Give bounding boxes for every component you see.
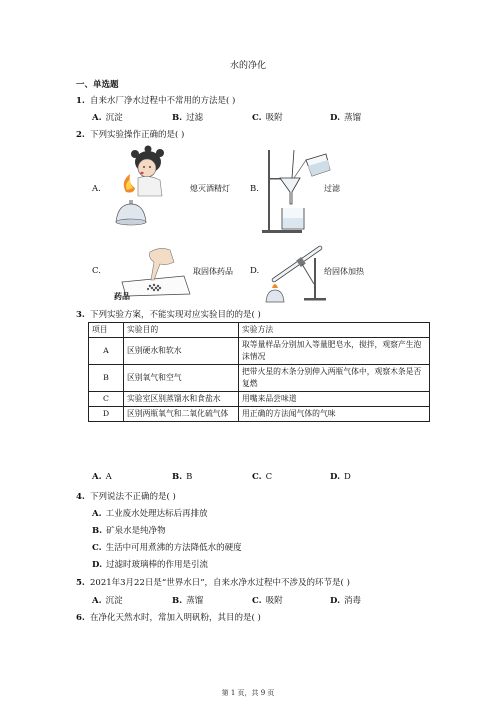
question-number: 2. bbox=[76, 130, 85, 140]
heating-solid-illustration bbox=[262, 244, 328, 304]
question-number: 3. bbox=[76, 310, 85, 320]
q3-option-b: B. B bbox=[172, 472, 193, 482]
table-header-cell: 项目 bbox=[89, 323, 124, 338]
q2-figure-a-caption: 熄灭酒精灯 bbox=[190, 184, 230, 193]
table-header-cell: 实验方法 bbox=[239, 323, 430, 338]
question-number: 5. bbox=[76, 578, 85, 588]
question-number: 4. bbox=[76, 492, 85, 502]
question-text: 在净化天然水时，常加入明矾粉，其目的是( ) bbox=[90, 613, 261, 623]
experiment-table bbox=[88, 322, 430, 422]
q5-option-b: B. 蒸馏 bbox=[172, 596, 204, 606]
q5-option-a: A. 沉淀 bbox=[92, 596, 123, 606]
table-cell: 用嘴来品尝味道 bbox=[239, 392, 430, 407]
q2-figure-c-key: C. bbox=[92, 266, 101, 276]
question-5 bbox=[76, 576, 350, 588]
question-text: 2021年3月22日是“世界水日”，自来水净水过程中不涉及的环节是( ) bbox=[90, 578, 350, 588]
q4-option-a: A. 工业废水处理达标后再排放 bbox=[92, 509, 208, 519]
taking-solid-drug-illustration bbox=[110, 246, 192, 296]
q2-figure-a-key: A. bbox=[92, 184, 101, 194]
q5-option-c: C. 吸附 bbox=[252, 596, 283, 606]
question-4 bbox=[76, 490, 176, 502]
question-6 bbox=[76, 611, 261, 623]
table-row bbox=[89, 407, 430, 422]
table-cell: 区别氧气和空气 bbox=[124, 365, 239, 392]
q3-option-c: C. C bbox=[252, 472, 273, 482]
table-cell: 取等量样品分别加入等量肥皂水，搅拌，观察产生泡沫情况 bbox=[239, 338, 430, 365]
question-text: 下列实验方案，不能实现对应实验目的的是( ) bbox=[90, 310, 261, 320]
document-title: 水的净化 bbox=[229, 61, 266, 71]
section-heading: 一、单选题 bbox=[76, 80, 119, 90]
question-2 bbox=[76, 128, 184, 140]
table-cell: 把带火星的木条分别伸入两瓶气体中，观察木条是否复燃 bbox=[239, 365, 430, 392]
table-header-cell: 实验目的 bbox=[124, 323, 239, 338]
table-row bbox=[89, 365, 430, 392]
table-cell: A bbox=[89, 338, 124, 365]
table-cell: B bbox=[89, 365, 124, 392]
table-cell: 用正确的方法闻气体的气味 bbox=[239, 407, 430, 422]
table-cell: D bbox=[89, 407, 124, 422]
q2-figure-b-caption: 过滤 bbox=[324, 184, 340, 193]
q1-option-a: A. 沉淀 bbox=[92, 113, 123, 123]
table-cell: 区别硬水和软水 bbox=[124, 338, 239, 365]
table-row bbox=[89, 392, 430, 407]
drug-label: 药品 bbox=[114, 291, 130, 301]
q2-figure-d-caption: 给固体加热 bbox=[324, 267, 364, 276]
q4-option-c: C. 生活中可用煮沸的方法降低水的硬度 bbox=[92, 543, 242, 553]
blowing-lamp-illustration bbox=[108, 144, 178, 236]
table-header-row bbox=[89, 323, 430, 338]
q3-option-d: D. D bbox=[330, 472, 351, 482]
q2-figure-d-key: D. bbox=[250, 266, 260, 276]
q5-option-d: D. 消毒 bbox=[330, 596, 362, 606]
q1-option-d: D. 蒸馏 bbox=[330, 113, 362, 123]
q4-option-d: D. 过滤时玻璃棒的作用是引流 bbox=[92, 560, 209, 570]
question-text: 下列说法不正确的是( ) bbox=[90, 492, 176, 502]
question-text: 下列实验操作正确的是( ) bbox=[90, 130, 185, 140]
page-footer: 第 1 页，共 9 页 bbox=[221, 689, 275, 697]
question-1 bbox=[76, 94, 235, 106]
table-cell: C bbox=[89, 392, 124, 407]
q2-figure-c-caption: 取固体药品 bbox=[193, 267, 233, 276]
q1-option-c: C. 吸附 bbox=[252, 113, 283, 123]
question-number: 1. bbox=[76, 96, 85, 106]
q4-option-b: B. 矿泉水是纯净物 bbox=[92, 526, 166, 536]
question-3 bbox=[76, 308, 261, 320]
q3-option-a: A. A bbox=[92, 472, 112, 482]
table-row bbox=[89, 338, 430, 365]
q2-figure-b-key: B. bbox=[250, 184, 259, 194]
question-number: 6. bbox=[76, 613, 85, 623]
table-cell: 区别两瓶氧气和二氧化硫气体 bbox=[124, 407, 239, 422]
question-text: 自来水厂净水过程中不常用的方法是( ) bbox=[90, 96, 236, 106]
table-cell: 实验室区别蒸馏水和食盐水 bbox=[124, 392, 239, 407]
q1-option-b: B. 过滤 bbox=[172, 113, 204, 123]
